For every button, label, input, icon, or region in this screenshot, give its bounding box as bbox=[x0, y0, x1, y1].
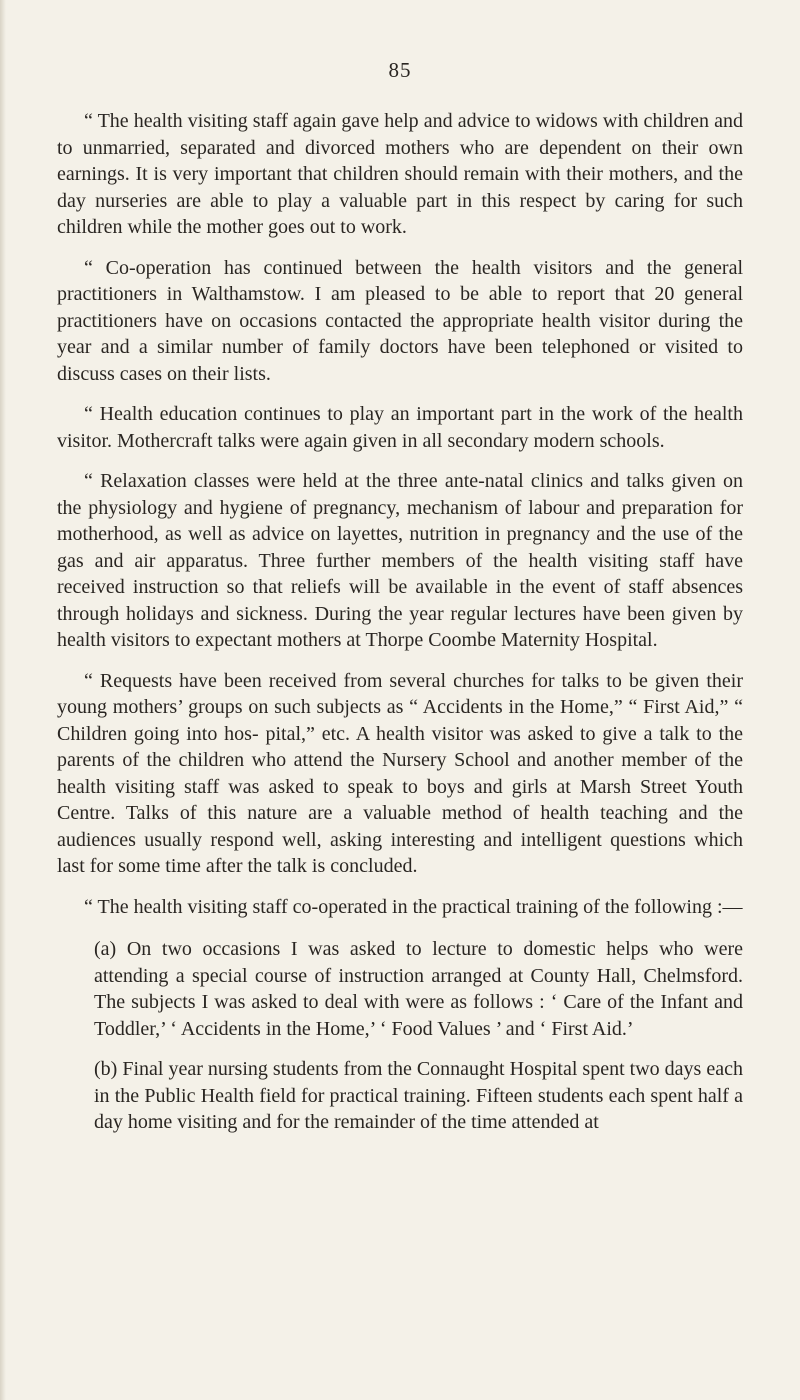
paragraph-health-education: “ Health education continues to play an important part in the work of the health visitor. Mothercraft talks were again given in all secondary modern schools. bbox=[57, 403, 743, 452]
page-edge bbox=[0, 0, 6, 1400]
document-body bbox=[57, 108, 743, 1150]
sub-item-b-nursing-students: (b) Final year nursing students from the Connaught Hospital spent two days each in the Public Health field for practical training. Fifteen students each spent half a day home visiting and for the remainder of the time attended at bbox=[94, 1058, 743, 1133]
sub-item-a-domestic-helps: (a) On two occasions I was asked to lecture to domestic helps who were attending a special course of instruction arranged at County Hall, Chelmsford. The subjects I was asked to deal with were as follows : ‘ Care of the Infant and Toddler,’ ‘ Accidents in the Home,’ ‘ Food Values ’ and ‘ First Aid.’ bbox=[94, 938, 743, 1040]
paragraph-practical-training-intro: “ The health visiting staff co-operated in the practical training of the following :— bbox=[84, 895, 743, 918]
paragraph-church-requests: “ Requests have been received from several churches for talks to be given their young mothers’ groups on such subjects as “ Accidents in the Home,” “ First Aid,” “ Children going into hos- pital,” etc. A health visitor was asked to give a talk to the parents of the children who attend the Nursery School and another member of the health visiting staff was asked to speak to boys and girls at Marsh Street Youth Centre. Talks of this nature are a valuable method of health teaching and the audiences usually respond well, asking interesting and intelligent questions which last for some time after the talk is concluded. bbox=[57, 669, 743, 877]
paragraph-widows-advice: “ The health visiting staff again gave help and advice to widows with children and to unmarried, separated and divorced mothers who are dependent on their own earnings. It is very important that children should remain with their mothers, and the day nurseries are able to play a valuable part in this respect by caring for such children while the mother goes out to work. bbox=[57, 110, 743, 238]
paragraph-cooperation-practitioners: “ Co-operation has continued between the health visitors and the general practitioners in Walthamstow. I am pleased to be able to report that 20 general practitioners have on occasions contacted the appropriate health visitor during the year and a similar number of family doctors have been telephoned or visited to discuss cases on their lists. bbox=[57, 256, 743, 385]
paragraph-relaxation-classes: “ Relaxation classes were held at the three ante-natal clinics and talks given on the physiology and hygiene of pregnancy, mechanism of labour and preparation for motherhood, as well as advice on layettes, nutrition in pregnancy and the use of the gas and air apparatus. Three further members of the health visiting staff have received instruction so that reliefs will be available in the event of staff absences through holidays and sickness. During the year regular lectures have been given by health visitors to expectant mothers at Thorpe Coombe Maternity Hospital. bbox=[57, 470, 743, 651]
page-number: 85 bbox=[388, 58, 412, 82]
